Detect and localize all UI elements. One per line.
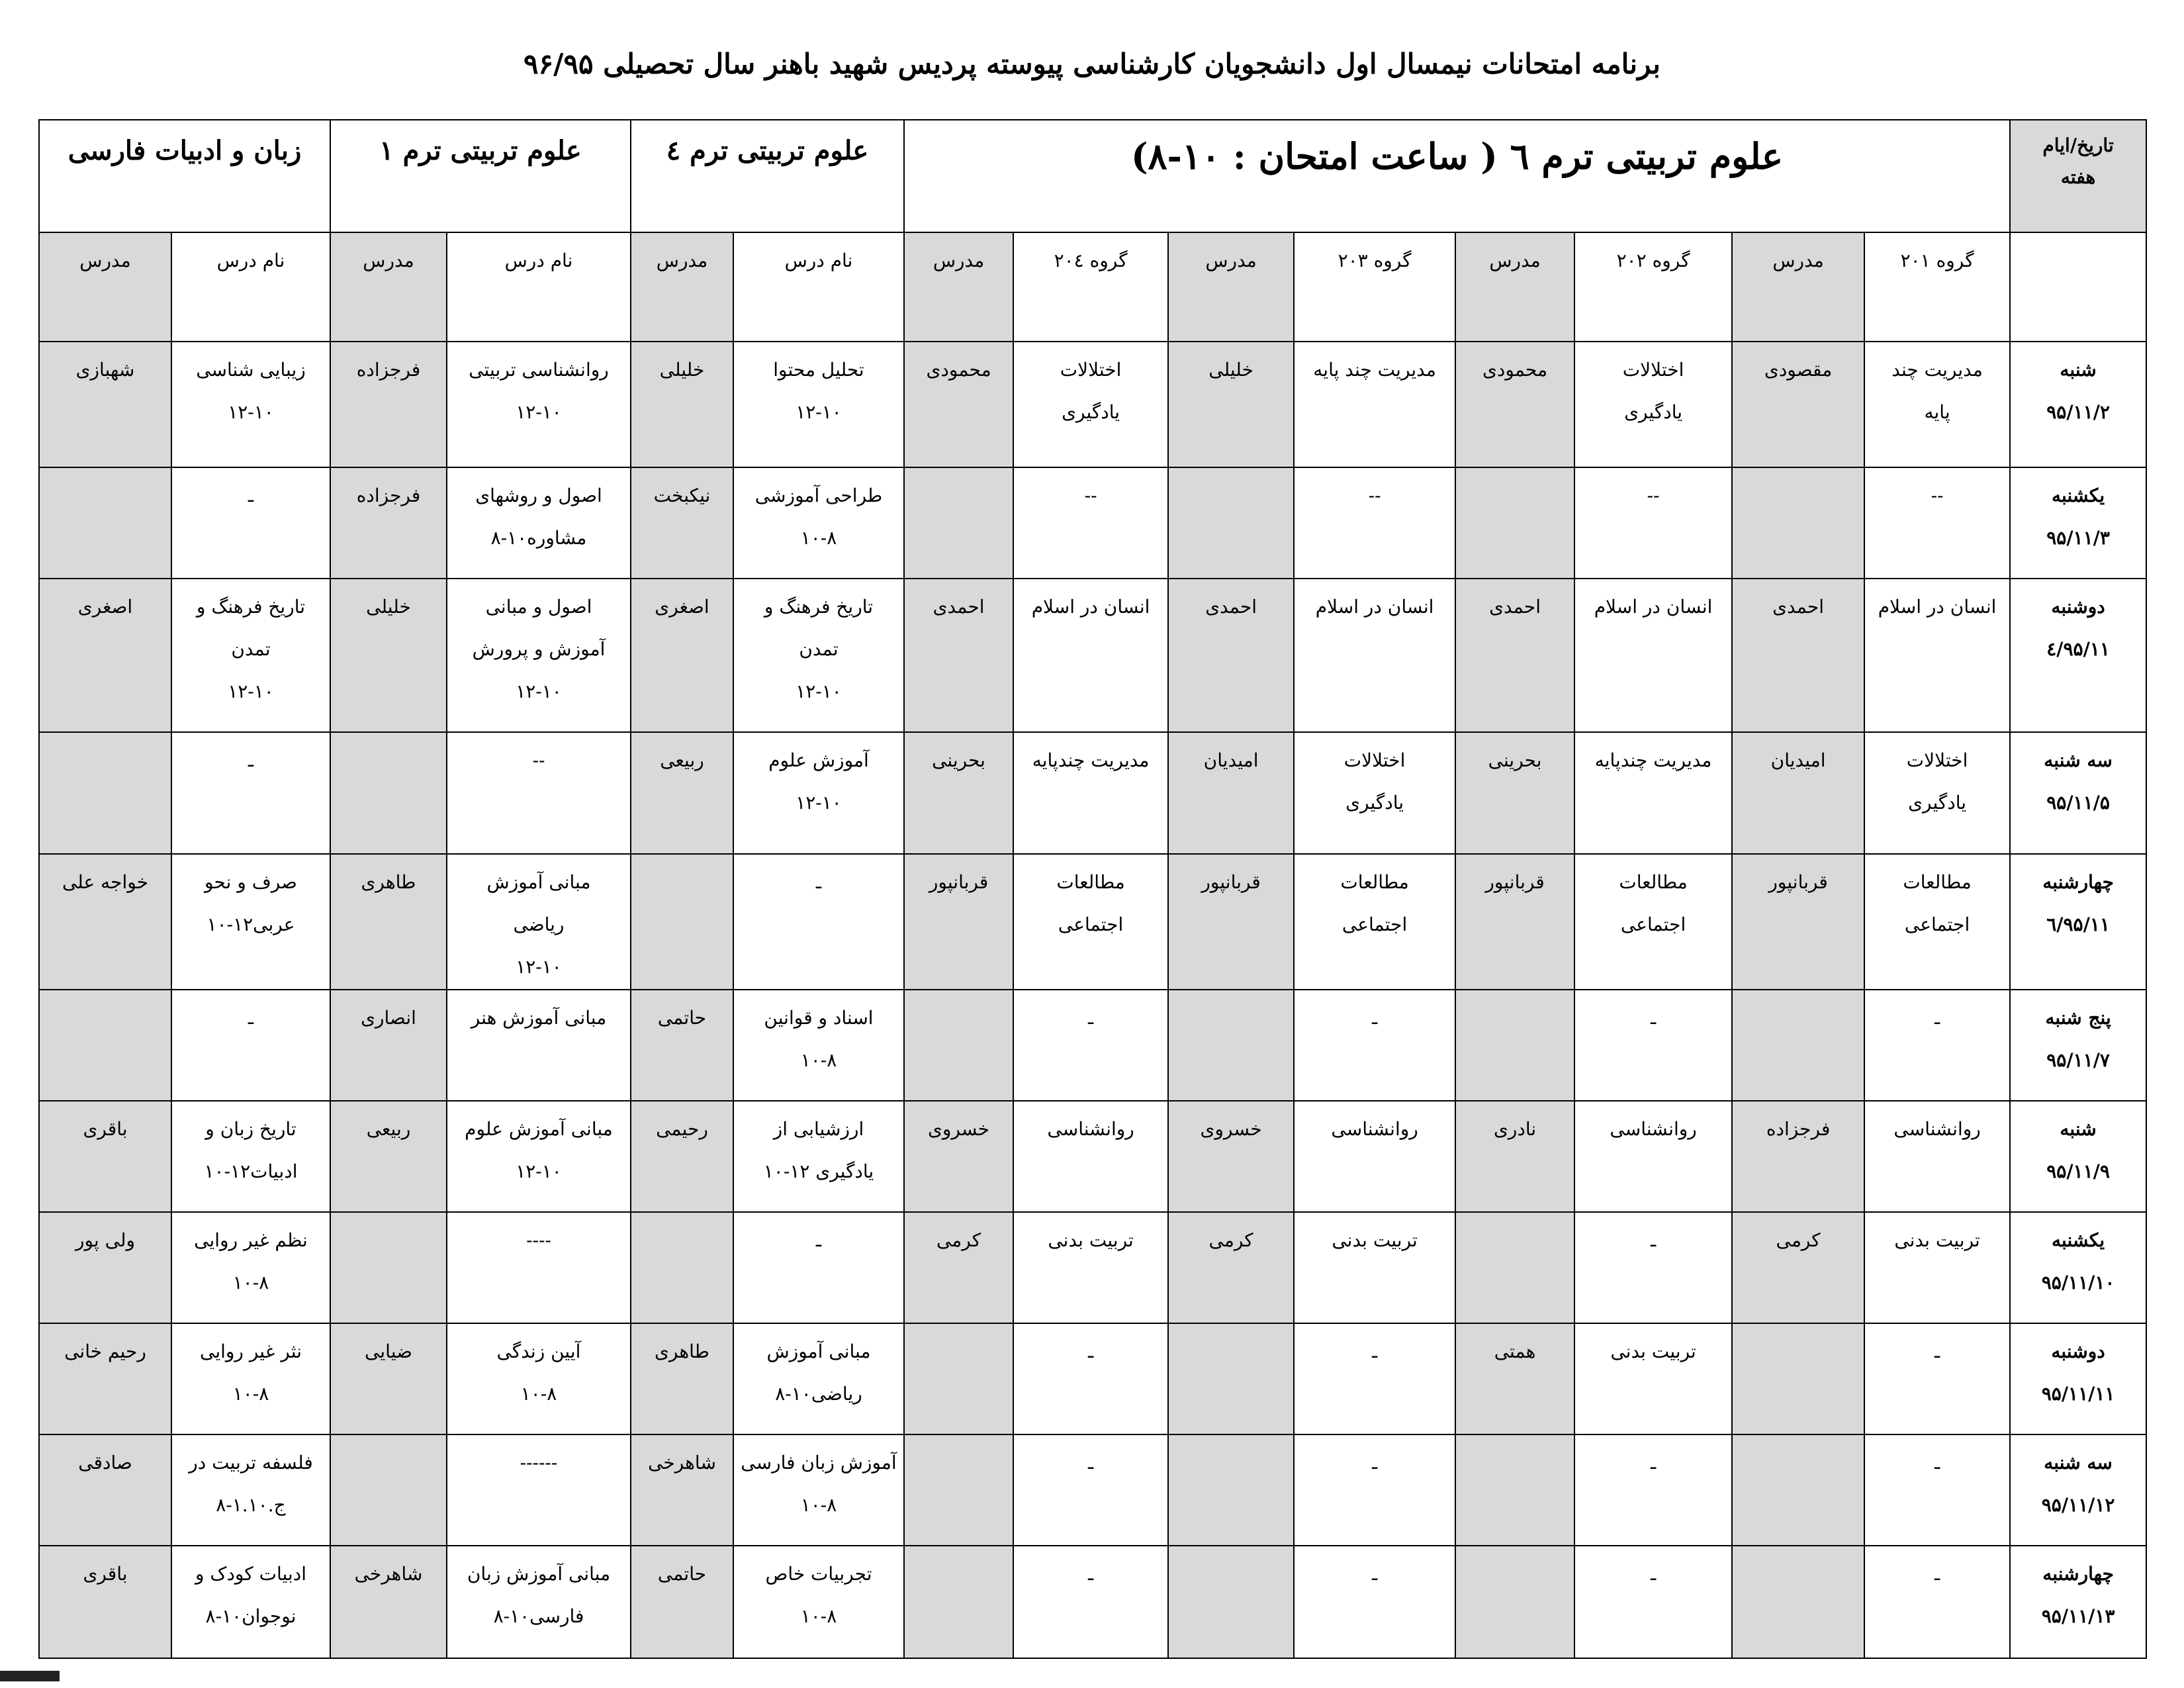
instructor-cell: اصغری	[631, 579, 733, 732]
instructor-cell	[1168, 1546, 1294, 1658]
sub-header-cell: مدرس	[330, 232, 447, 342]
instructor-cell: محمودی	[904, 342, 1013, 467]
course-cell: مطالعات اجتماعی	[1574, 854, 1732, 990]
course-cell: صرف و نحو عربی۱۲-۱۰	[171, 854, 330, 990]
sub-header-cell: مدرس	[1168, 232, 1294, 342]
instructor-cell	[1168, 467, 1294, 579]
instructor-cell	[904, 1434, 1013, 1546]
course-cell: ـ	[1864, 1434, 2010, 1546]
course-cell: ـ	[733, 1212, 904, 1323]
instructor-cell: حاتمی	[631, 1546, 733, 1658]
course-cell: طراحی آموزشی ۱۰-۸	[733, 467, 904, 579]
course-cell: --	[1013, 467, 1168, 579]
instructor-cell: رحیمی	[631, 1101, 733, 1212]
instructor-cell: قربانپور	[1455, 854, 1574, 990]
course-cell: انسان در اسلام	[1574, 579, 1732, 732]
instructor-cell	[1732, 1546, 1864, 1658]
exam-date-cell: شنبه ۹۵/۱۱/۹	[2010, 1101, 2146, 1212]
instructor-cell: کرمی	[904, 1212, 1013, 1323]
schedule-row	[39, 990, 2146, 1101]
exam-date-cell: شنبه ۹۵/۱۱/۲	[2010, 342, 2146, 467]
instructor-cell: امیدیان	[1732, 732, 1864, 854]
exam-date-cell: یکشنبه ۹۵/۱۱/۱۰	[2010, 1212, 2146, 1323]
instructor-cell: قربانپور	[904, 854, 1013, 990]
sub-header-cell: نام درس	[171, 232, 330, 342]
instructor-cell	[39, 990, 171, 1101]
course-cell: ـ	[1864, 1323, 2010, 1434]
course-cell: --	[447, 732, 631, 854]
course-cell: ـ	[1294, 990, 1455, 1101]
course-cell: --	[1864, 467, 2010, 579]
course-cell: مبانی آموزش ریاضی ۱۲-۱۰	[447, 854, 631, 990]
course-cell: ------	[447, 1434, 631, 1546]
course-cell: اصول و روشهای مشاوره۱۰-۸	[447, 467, 631, 579]
instructor-cell: طاهری	[631, 1323, 733, 1434]
instructor-cell: قربانپور	[1732, 854, 1864, 990]
course-cell: ـ	[1574, 1434, 1732, 1546]
instructor-cell	[1168, 1434, 1294, 1546]
instructor-cell	[631, 854, 733, 990]
instructor-cell	[1455, 467, 1574, 579]
instructor-cell: بحرینی	[904, 732, 1013, 854]
course-cell: اختلالات یادگیری	[1294, 732, 1455, 854]
course-cell: آموزش علوم ۱۲-۱۰	[733, 732, 904, 854]
course-cell: ----	[447, 1212, 631, 1323]
instructor-cell: صادقی	[39, 1434, 171, 1546]
instructor-cell: محمودی	[1455, 342, 1574, 467]
instructor-cell: رحیم خانی	[39, 1323, 171, 1434]
exam-date-cell: پنج شنبه ۹۵/۱۱/۷	[2010, 990, 2146, 1101]
instructor-cell: بحرینی	[1455, 732, 1574, 854]
instructor-cell	[1455, 1546, 1574, 1658]
instructor-cell	[39, 467, 171, 579]
footer-badge	[0, 1671, 60, 1681]
course-cell: مبانی آموزش ریاضی۱۰-۸	[733, 1323, 904, 1434]
course-cell: مطالعات اجتماعی	[1013, 854, 1168, 990]
group-header-term6: علوم تربیتی ترم ٦ ( ساعت امتحان : ۱۰-۸)	[904, 120, 2010, 232]
instructor-cell: کرمی	[1168, 1212, 1294, 1323]
instructor-cell: کرمی	[1732, 1212, 1864, 1323]
instructor-cell	[1168, 990, 1294, 1101]
sub-header-cell: مدرس	[1455, 232, 1574, 342]
sub-header-row	[39, 232, 2146, 342]
course-cell: ـ	[1574, 1546, 1732, 1658]
instructor-cell	[1732, 467, 1864, 579]
schedule-row	[39, 1434, 2146, 1546]
course-cell: مبانی آموزش علوم ۱۲-۱۰	[447, 1101, 631, 1212]
course-cell: مطالعات اجتماعی	[1864, 854, 2010, 990]
course-cell: ـ	[171, 467, 330, 579]
instructor-cell: نیکبخت	[631, 467, 733, 579]
exam-schedule-table	[38, 119, 2147, 1659]
course-cell: ادبیات کودک و نوجوان۱۰-۸	[171, 1546, 330, 1658]
instructor-cell: احمدی	[1168, 579, 1294, 732]
course-cell: --	[1574, 467, 1732, 579]
schedule-row	[39, 1212, 2146, 1323]
instructor-cell: اصغری	[39, 579, 171, 732]
instructor-cell: خلیلی	[1168, 342, 1294, 467]
course-cell: تجربیات خاص ۱۰-۸	[733, 1546, 904, 1658]
course-cell: روانشناسی	[1574, 1101, 1732, 1212]
schedule-row	[39, 1101, 2146, 1212]
instructor-cell: فرجزاده	[1732, 1101, 1864, 1212]
course-cell: ـ	[1013, 1323, 1168, 1434]
instructor-cell: خواجه علی	[39, 854, 171, 990]
instructor-cell: همتی	[1455, 1323, 1574, 1434]
course-cell: فلسفه تربیت در ج.۱.۱۰-۸	[171, 1434, 330, 1546]
instructor-cell: قربانپور	[1168, 854, 1294, 990]
exam-date-cell: سه شنبه ۹۵/۱۱/۱۲	[2010, 1434, 2146, 1546]
instructor-cell: امیدیان	[1168, 732, 1294, 854]
group-header-term1: علوم تربیتی ترم ۱	[330, 120, 631, 232]
schedule-row	[39, 1323, 2146, 1434]
group-header-term4: علوم تربیتی ترم ٤	[631, 120, 904, 232]
instructor-cell: ولی پور	[39, 1212, 171, 1323]
course-cell: اختلالات یادگیری	[1013, 342, 1168, 467]
instructor-cell: فرجزاده	[330, 467, 447, 579]
course-cell: ـ	[1013, 1546, 1168, 1658]
course-cell: تربیت بدنی	[1294, 1212, 1455, 1323]
exam-date-cell: یکشنبه ۹۵/۱۱/۳	[2010, 467, 2146, 579]
instructor-cell: احمدی	[904, 579, 1013, 732]
instructor-cell	[904, 990, 1013, 1101]
instructor-cell	[1455, 990, 1574, 1101]
sub-header-cell: مدرس	[904, 232, 1013, 342]
sub-header-cell: نام درس	[447, 232, 631, 342]
course-cell: ـ	[1574, 990, 1732, 1101]
course-cell: ـ	[1574, 1212, 1732, 1323]
instructor-cell: نادری	[1455, 1101, 1574, 1212]
course-cell: مدیریت چند پایه	[1864, 342, 2010, 467]
course-cell: مدیریت چندپایه	[1574, 732, 1732, 854]
course-cell: تربیت بدنی	[1574, 1323, 1732, 1434]
instructor-cell: خلیلی	[631, 342, 733, 467]
course-cell: تربیت بدنی	[1864, 1212, 2010, 1323]
course-cell: تاریخ فرهنگ و تمدن ۱۲-۱۰	[171, 579, 330, 732]
sub-header-cell: مدرس	[631, 232, 733, 342]
instructor-cell: فرجزاده	[330, 342, 447, 467]
instructor-cell	[1732, 1323, 1864, 1434]
course-cell: انسان در اسلام	[1013, 579, 1168, 732]
instructor-cell: احمدی	[1732, 579, 1864, 732]
schedule-row	[39, 732, 2146, 854]
exam-date-cell: دوشنبه ۹۵/۱۱/۱۱	[2010, 1323, 2146, 1434]
instructor-cell	[330, 1434, 447, 1546]
instructor-cell: طاهری	[330, 854, 447, 990]
instructor-cell	[904, 1546, 1013, 1658]
instructor-cell	[904, 1323, 1013, 1434]
course-cell: انسان در اسلام	[1864, 579, 2010, 732]
instructor-cell: ربیعی	[330, 1101, 447, 1212]
course-cell: روانشناسی	[1864, 1101, 2010, 1212]
instructor-cell	[1168, 1323, 1294, 1434]
schedule-row	[39, 579, 2146, 732]
exam-date-cell: چهارشنبه ۹۵/۱۱/۱۳	[2010, 1546, 2146, 1658]
course-cell: ـ	[1864, 990, 2010, 1101]
course-cell: مبانی آموزش هنر	[447, 990, 631, 1101]
course-cell: آموزش زبان فارسی ۱۰-۸	[733, 1434, 904, 1546]
instructor-cell: خسروی	[1168, 1101, 1294, 1212]
course-cell: مدیریت چند پایه	[1294, 342, 1455, 467]
instructor-cell: ربیعی	[631, 732, 733, 854]
course-cell: ارزشیابی از یادگیری ۱۲-۱۰	[733, 1101, 904, 1212]
instructor-cell: خسروی	[904, 1101, 1013, 1212]
instructor-cell: شهبازی	[39, 342, 171, 467]
course-cell: آیین زندگی ۱۰-۸	[447, 1323, 631, 1434]
instructor-cell: مقصودی	[1732, 342, 1864, 467]
course-cell: ـ	[171, 990, 330, 1101]
course-cell: روانشناسی تربیتی ۱۲-۱۰	[447, 342, 631, 467]
course-cell: ـ	[1294, 1434, 1455, 1546]
course-cell: روانشناسی	[1013, 1101, 1168, 1212]
sub-header-cell: گروه ۲۰۱	[1864, 232, 2010, 342]
instructor-cell: حاتمی	[631, 990, 733, 1101]
sub-header-empty	[2010, 232, 2146, 342]
page-title: برنامه امتحانات نیمسال اول دانشجویان کارشناسی پیوسته پردیس شهید باهنر سال تحصیلی ۹۶/۹۵	[523, 48, 1661, 80]
course-cell: تربیت بدنی	[1013, 1212, 1168, 1323]
schedule-row	[39, 467, 2146, 579]
course-cell: ـ	[1013, 1434, 1168, 1546]
group-header-row	[39, 120, 2146, 232]
exam-date-cell: دوشنبه ۹۵/۱۱/٤	[2010, 579, 2146, 732]
instructor-cell: شاهرخی	[631, 1434, 733, 1546]
course-cell: زیبایی شناسی ۱۲-۱۰	[171, 342, 330, 467]
instructor-cell	[1455, 1434, 1574, 1546]
course-cell: اختلالات یادگیری	[1864, 732, 2010, 854]
exam-date-cell: چهارشنبه ۹۵/۱۱/٦	[2010, 854, 2146, 990]
schedule-row	[39, 854, 2146, 990]
course-cell: مدیریت چندپایه	[1013, 732, 1168, 854]
sub-header-cell: نام درس	[733, 232, 904, 342]
instructor-cell	[631, 1212, 733, 1323]
sub-header-cell: گروه ۲۰٤	[1013, 232, 1168, 342]
instructor-cell	[39, 732, 171, 854]
course-cell: ـ	[1294, 1546, 1455, 1658]
sub-header-cell: گروه ۲۰۲	[1574, 232, 1732, 342]
group-header-persian-literature: زبان و ادبیات فارسی	[39, 120, 330, 232]
instructor-cell: شاهرخی	[330, 1546, 447, 1658]
instructor-cell: باقری	[39, 1546, 171, 1658]
course-cell: روانشناسی	[1294, 1101, 1455, 1212]
schedule-row	[39, 1546, 2146, 1658]
course-cell: ـ	[171, 732, 330, 854]
sub-header-cell: مدرس	[39, 232, 171, 342]
instructor-cell: انصاری	[330, 990, 447, 1101]
sub-header-cell: مدرس	[1732, 232, 1864, 342]
instructor-cell	[330, 1212, 447, 1323]
schedule-row	[39, 342, 2146, 467]
instructor-cell	[1732, 990, 1864, 1101]
instructor-cell	[330, 732, 447, 854]
course-cell: تحلیل محتوا ۱۲-۱۰	[733, 342, 904, 467]
course-cell: اصول و مبانی آموزش و پرورش ۱۲-۱۰	[447, 579, 631, 732]
instructor-cell	[1455, 1212, 1574, 1323]
instructor-cell	[904, 467, 1013, 579]
course-cell: ـ	[1294, 1323, 1455, 1434]
instructor-cell: احمدی	[1455, 579, 1574, 732]
course-cell: اسناد و قوانین ۱۰-۸	[733, 990, 904, 1101]
course-cell: تاریخ زبان و ادبیات۱۲-۱۰	[171, 1101, 330, 1212]
instructor-cell: خلیلی	[330, 579, 447, 732]
course-cell: ـ	[1864, 1546, 2010, 1658]
course-cell: اختلالات یادگیری	[1574, 342, 1732, 467]
date-column-header: تاریخ/ایام هفته	[2010, 120, 2146, 232]
course-cell: مطالعات اجتماعی	[1294, 854, 1455, 990]
instructor-cell: باقری	[39, 1101, 171, 1212]
course-cell: نثر غیر روایی ۱۰-۸	[171, 1323, 330, 1434]
exam-date-cell: سه شنبه ۹۵/۱۱/۵	[2010, 732, 2146, 854]
course-cell: ـ	[1013, 990, 1168, 1101]
course-cell: مبانی آموزش زبان فارسی۱۰-۸	[447, 1546, 631, 1658]
course-cell: تاریخ فرهنگ و تمدن ۱۲-۱۰	[733, 579, 904, 732]
course-cell: انسان در اسلام	[1294, 579, 1455, 732]
sub-header-cell: گروه ۲۰۳	[1294, 232, 1455, 342]
course-cell: نظم غیر روایی ۱۰-۸	[171, 1212, 330, 1323]
instructor-cell: ضیایی	[330, 1323, 447, 1434]
course-cell: ـ	[733, 854, 904, 990]
instructor-cell	[1732, 1434, 1864, 1546]
course-cell: --	[1294, 467, 1455, 579]
